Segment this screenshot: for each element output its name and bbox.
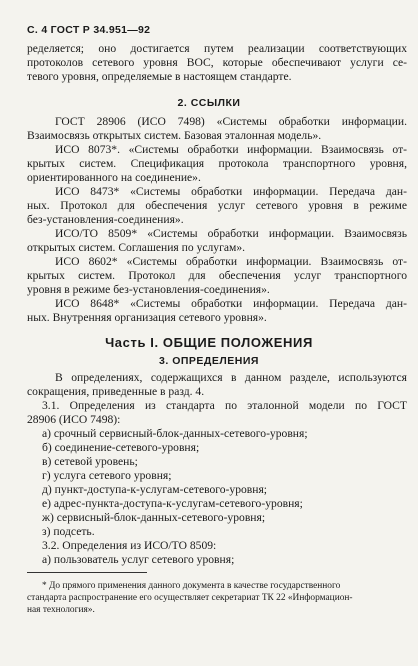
reference-line: уровня в режиме без-установления-соединения». (27, 283, 270, 296)
reference-line: ИСО 8073*. «Системы обработки информации. Взаимосвязь от- (55, 143, 407, 156)
reference-line: ИСО 8648* «Системы обработки информации. Передача дан- (55, 297, 407, 310)
footnote-line: ная технология». (27, 605, 95, 615)
reference-line: крытых систем. Спецификация протокола транспортного уровня, (27, 157, 407, 170)
definition-line: 3.2. Определения из ИСО/ТО 8509: (42, 539, 217, 552)
definition-item: а) срочный сервисный-блок-данных-сетевого-уровня; (42, 427, 308, 440)
definition-item: е) адрес-пункта-доступа-к-услугам-сетевого-уровня; (42, 497, 303, 510)
footnote-divider (27, 572, 147, 573)
reference-line: Взаимосвязь открытых систем. Базовая эталонная модель». (27, 129, 322, 142)
definition-item: б) соединение-сетевого-уровня; (42, 441, 200, 454)
definition-line: 3.1. Определения из стандарта по эталонной модели по ГОСТ (42, 399, 407, 412)
definition-line: сокращения, приведенные в разд. 4. (27, 385, 205, 398)
page-header: С. 4 ГОСТ Р 34.951—92 (27, 24, 151, 36)
section-heading-definitions: 3. ОПРЕДЕЛЕНИЯ (159, 355, 259, 367)
intro-line: ределяется; оно достигается путем реализации соответствующих (27, 42, 407, 55)
definition-item: г) услуга сетевого уровня; (42, 469, 172, 482)
definition-item: в) сетевой уровень; (42, 455, 138, 468)
intro-line: тевого уровня, определяемые в настоящем стандарте. (27, 70, 292, 83)
reference-line: открытых систем. Соглашения по услугам». (27, 241, 246, 254)
reference-line: ГОСТ 28906 (ИСО 7498) «Системы обработки информации. (55, 115, 407, 128)
footnote-line: * До прямого применения данного документа в качестве государственного (42, 581, 341, 591)
reference-line: ИСО/ТО 8509* «Системы обработки информации. Взаимосвязь (55, 227, 407, 240)
definition-item: д) пункт-доступа-к-услугам-сетевого-уровня; (42, 483, 268, 496)
reference-line: крытых систем. Протокол для обеспечения услуг транспортного (27, 269, 407, 282)
reference-line: ориентированного на соединение». (27, 171, 201, 184)
footnote-line: стандарта распространение его осуществляет секретариат ТК 22 «Информацион- (27, 593, 353, 603)
definition-item: а) пользователь услуг сетевого уровня; (42, 553, 235, 566)
reference-line: ИСО 8473* «Системы обработки информации. Передача дан- (55, 185, 407, 198)
reference-line: без-установления-соединения». (27, 213, 184, 226)
section-heading-references: 2. ССЫЛКИ (177, 97, 241, 109)
intro-line: протоколов сетевого уровня ВОС, которые обеспечивают услуги се- (27, 56, 407, 69)
definition-item: ж) сервисный-блок-данных-сетевого-уровня; (42, 511, 266, 524)
reference-line: ных. Внутренняя организация сетевого уровня». (27, 311, 267, 324)
part-heading: Часть I. ОБЩИЕ ПОЛОЖЕНИЯ (105, 335, 313, 350)
definition-line: В определениях, содержащихся в данном разделе, используются (55, 371, 407, 384)
reference-line: ных. Протокол для обеспечения услуг сетевого уровня в режиме (27, 199, 407, 212)
reference-line: ИСО 8602* «Системы обработки информации. Взаимосвязь от- (55, 255, 407, 268)
definition-item: з) подсеть. (42, 525, 95, 538)
definition-line: 28906 (ИСО 7498): (27, 413, 121, 426)
